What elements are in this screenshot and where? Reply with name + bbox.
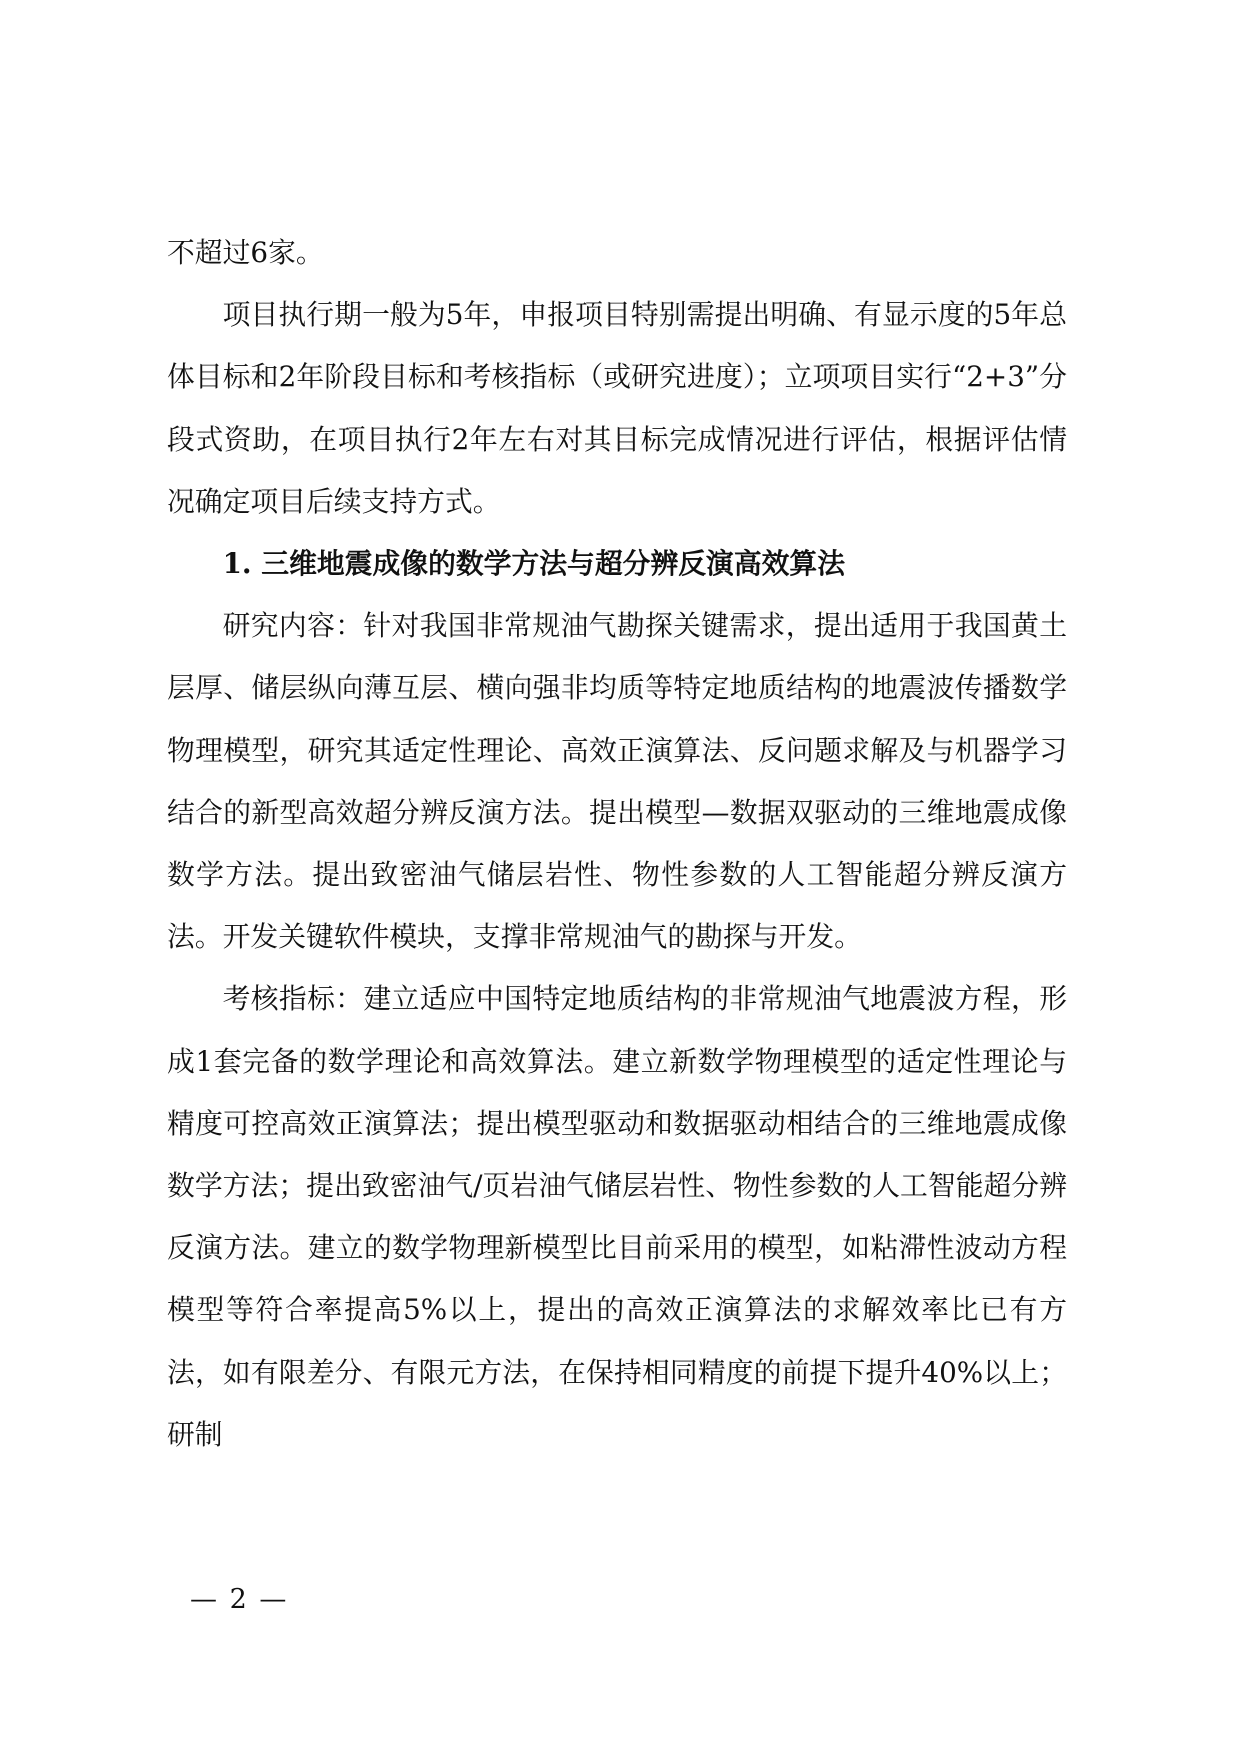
paragraph-research-content: 研究内容：针对我国非常规油气勘探关键需求，提出适用于我国黄土层厚、储层纵向薄互层、横向强非均质等特定地质结构的地震波传播数学物理模型，研究其适定性理论、高效正演算法、反问题求解及与机器学习结合的新型高效超分辨反演方法。提出模型—数据双驱动的三维地震成像数学方法。提出致密油气储层岩性、物性参数的人工智能超分辨反演方法。开发关键软件模块，支撑非常规油气的勘探与开发。 — [167, 609, 1067, 954]
section-heading: 1. 三维地震成像的数学方法与超分辨反演高效算法 — [222, 547, 846, 581]
paragraph-continuation: 不超过6家。 — [167, 236, 324, 269]
paragraph-project-period: 项目执行期一般为5年，申报项目特别需提出明确、有显示度的5年总体目标和2年阶段目标和考核指标（或研究进度）；立项项目实行“2+3”分段式资助，在项目执行2年左右对其目标完成情况进行评估，根据评估情况确定项目后续支持方式。 — [167, 298, 1067, 518]
page-number: — 2 — — [190, 1584, 289, 1615]
body-text — [167, 222, 1067, 1466]
paragraph-assessment-indicators: 考核指标：建立适应中国特定地质结构的非常规油气地震波方程，形成1套完备的数学理论和高效算法。建立新数学物理模型的适定性理论与精度可控高效正演算法；提出模型驱动和数据驱动相结合的三维地震成像数学方法；提出致密油气/页岩油气储层岩性、物性参数的人工智能超分辨反演方法。建立的数学物理新模型比目前采用的模型，如粘滞性波动方程模型等符合率提高5%以上，提出的高效正演算法的求解效率比已有方法，如有限差分、有限元方法，在保持相同精度的前提下提升40%以上；研制 — [167, 982, 1067, 1451]
